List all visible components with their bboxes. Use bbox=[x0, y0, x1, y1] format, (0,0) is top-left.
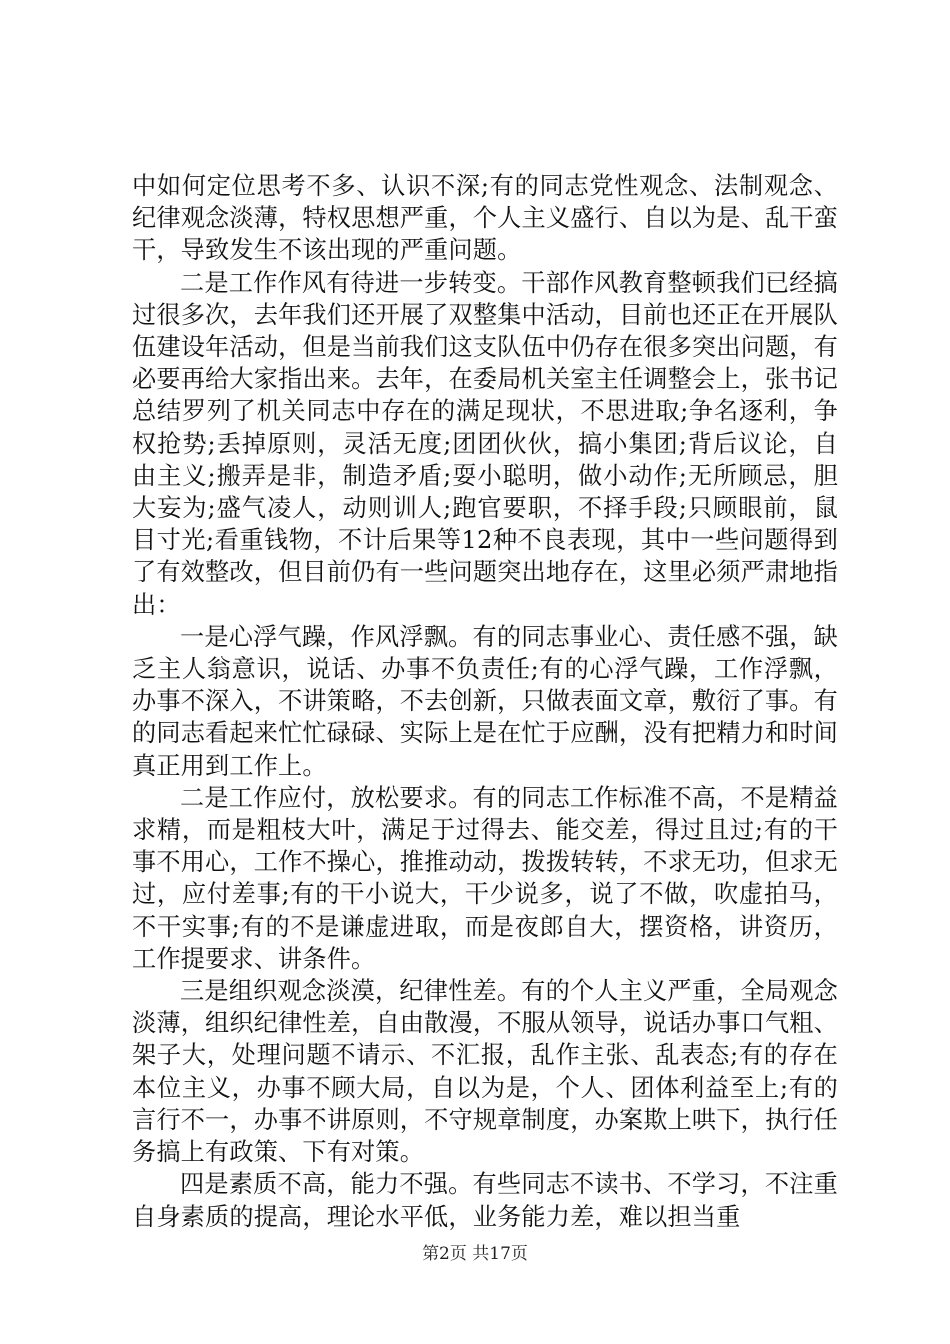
page-footer: 第2页 共17页 bbox=[422, 1244, 528, 1264]
paragraph-1: 中如何定位思考不多、认识不深;有的同志党性观念、法制观念、纪律观念淡薄，特权思想严重，个人主义盛行、自以为是、乱干蛮干，导致发生不该出现的严重问题。 bbox=[132, 172, 838, 265]
document-body bbox=[132, 170, 838, 1233]
paragraph-3: 一是心浮气躁，作风浮飘。有的同志事业心、责任感不强，缺乏主人翁意识，说话、办事不负责任;有的心浮气躁，工作浮飘，办事不深入，不讲策略，不去创新，只做表面文章，敷衍了事。有的同志看起来忙忙碌碌、实际上是在忙于应酬，没有把精力和时间真正用到工作上。 bbox=[132, 622, 838, 780]
paragraph-2: 二是工作作风有待进一步转变。干部作风教育整顿我们已经搞过很多次，去年我们还开展了双整集中活动，目前也还正在开展队伍建设年活动，但是当前我们这支队伍中仍存在很多突出问题，有必要再给大家指出来。去年，在委局机关室主任调整会上，张书记总结罗列了机关同志中存在的满足现状，不思进取;争名逐利，争权抢势;丢掉原则，灵活无度;团团伙伙，搞小集团;背后议论，自由主义;搬弄是非，制造矛盾;耍小聪明，做小动作;无所顾忌，胆大妄为;盛气凌人，动则训人;跑官要职，不择手段;只顾眼前，鼠目寸光;看重钱物，不计后果等12种不良表现，其中一些问题得到了有效整改，但目前仍有一些问题突出地存在，这里必须严肃地指出： bbox=[132, 268, 838, 619]
paragraph-4: 二是工作应付，放松要求。有的同志工作标准不高，不是精益求精，而是粗枝大叶，满足于过得去、能交差，得过且过;有的干事不用心，工作不操心，推推动动，拨拨转转，不求无功，但求无过，应付差事;有的干小说大，干少说多，说了不做，吹虚拍马，不干实事;有的不是谦虚进取，而是夜郎自大，摆资格，讲资历，工作提要求、讲条件。 bbox=[132, 783, 838, 973]
paragraph-5: 三是组织观念淡漠，纪律性差。有的个人主义严重，全局观念淡薄，组织纪律性差，自由散漫，不服从领导，说话办事口气粗、架子大，处理问题不请示、不汇报，乱作主张、乱表态;有的存在本位主义，办事不顾大局，自以为是，个人、团体利益至上;有的言行不一，办事不讲原则，不守规章制度，办案欺上哄下，执行任务搞上有政策、下有对策。 bbox=[132, 977, 838, 1167]
paragraph-6: 四是素质不高，能力不强。有些同志不读书、不学习，不注重自身素质的提高，理论水平低，业务能力差，难以担当重 bbox=[132, 1170, 838, 1231]
